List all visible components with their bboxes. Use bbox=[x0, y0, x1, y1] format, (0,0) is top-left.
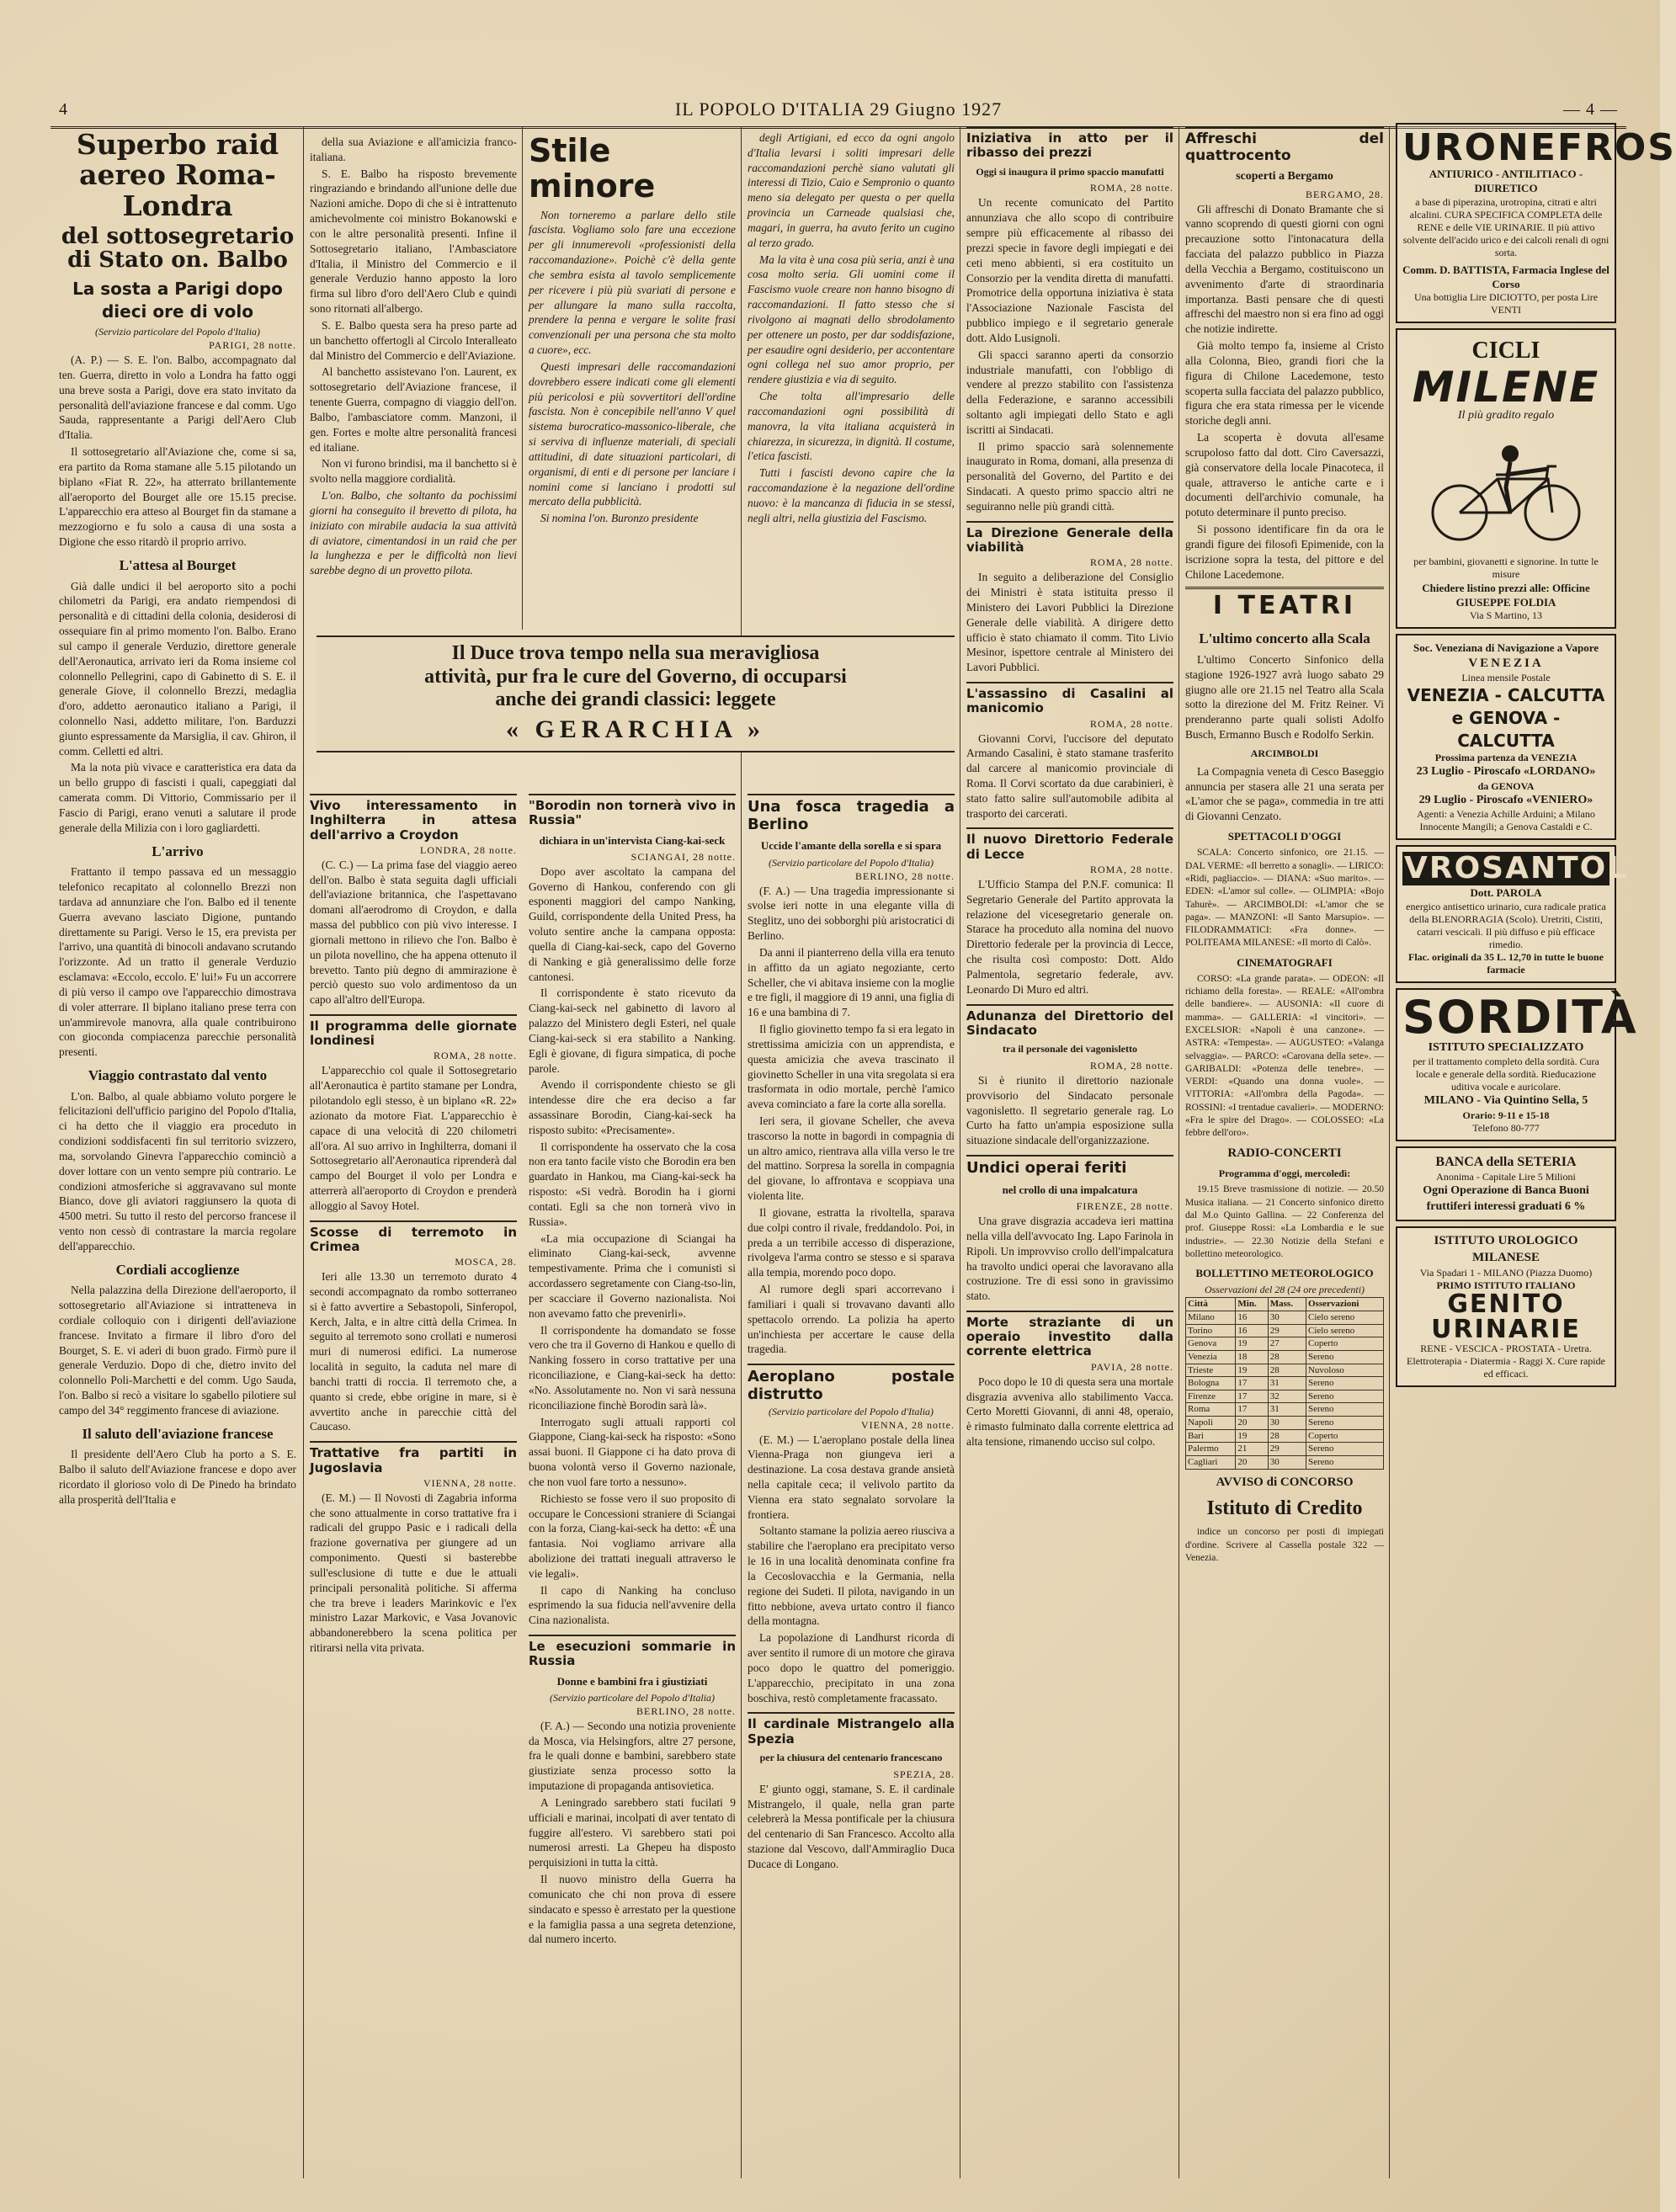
article-subheading: tra il personale dei vagonisletto bbox=[1003, 1043, 1137, 1055]
weather-cell: Bari bbox=[1186, 1429, 1236, 1443]
weather-row bbox=[1186, 1455, 1384, 1469]
weather-cell: Roma bbox=[1186, 1403, 1236, 1417]
cont-paragraph: L'on. Balbo, che soltanto da pochissimi giorni ha conseguito il brevetto di pilota, ha iniziato con mirabile audacia la sua attività di aviatore, cimentandosi in un raid che per la lunghezza e per le difficoltà non lievi sarebbe degno di un provetto pilota. bbox=[310, 489, 517, 577]
ad-tagline: Il più gradito regalo bbox=[1457, 409, 1555, 423]
article-paragraph: (E. M.) — L'aeroplano postale della linea Vienna-Praga non giungeva ieri a destinazione. La cosa destava grande ansietà nella capitale ceca; il velivolo partito da Vienna era stato segnalato sorvolare la frontiera. bbox=[748, 1433, 955, 1521]
ad-text: da GENOVA bbox=[1477, 779, 1535, 792]
column-2-lower bbox=[310, 787, 517, 2187]
article-paragraph: Poco dopo le 10 di questa sera una mortale disgrazia avveniva allo stabilimento Vacca. Certo Moretti Giovanni, di anni 48, operaio, è rimasto fulminato dalla corrente elettrica ad alta tensione, rimanendo ucciso sul colpo. bbox=[966, 1375, 1173, 1448]
article-paragraph: Dopo aver ascoltato la campana del Governo di Hankou, conferendo con gli esponenti maggiori del campo Nanking, Guild, corrispondente della United Press, ha voluto sentire anche la campana opposta: quella di Ciang-kai-seck, capo del Governo di Nanking e già generalissimo delle forze cantonesi. bbox=[529, 864, 736, 983]
weather-cell: Milano bbox=[1186, 1311, 1236, 1325]
weather-cell: 19 bbox=[1236, 1337, 1268, 1351]
article-paragraph: CORSO: «La grande parata». — ODEON: «Il richiamo della foresta». — REALE: «All'ombra delle bandiere». — AUSONIA: «Il cuore di mamma». — GALLERIA: «I vincitori». — EXCELSIOR: «Napoli è una canzone». — ASTRA: «Tempesta». — AUGUSTEO: «Valanga selvaggia». — PARCO: «Carovana della sete». — GARIBALDI: «Potenza delle tenebre». — VERDI: «Quando una donna vuole». — VITTORIA: «All'ombra della Pagoda». — ROSSINI: «I trentadue cavalieri». — MODERNO: «Fra le spire del Drago». — COLOSSEO: «La febbre dell'oro». bbox=[1185, 973, 1384, 1139]
editorial-paragraph: Ma la vita è una cosa più seria, anzi è una cosa molto seria. Gli uomini come il Fascismo vuole creare non hanno bisogno di raccomandazioni. Il fatto stesso che si rivolgono ai magnati dello sbrodolamento per ottenere un posto, per dar soddisfazione, per esaudire ogni desiderio, per accontentare ogni collega nel suo amor proprio, per rendere giustizia e via di seguito. bbox=[748, 253, 955, 386]
weather-row bbox=[1186, 1337, 1384, 1351]
article-paragraph: 19.15 Breve trasmissione di notizie. — 20.50 Musica italiana. — 21 Concerto sinfonico diretto dal M.o Quinto Gallina. — 22 Conferenza del prof. Giuseppe Rossi: «La Lombardia e le sue industrie». — 22.30 Notizie della Stefani e bollettino meteorologico. bbox=[1185, 1184, 1384, 1259]
lead-paragraph: Il sottosegretario all'Aviazione che, come si sa, era partito da Roma stamane alle 5.15 pilotando un biplano «Fiat R. 22», ha atterrato brillantemente all'aeroporto del Bourget alle ore 15.15 precise. L'apparecchio era atteso al Bourget fin da stamane a mezzogiorno e fu solo a causa di una sosta a Digione che esso ritardò il proprio arrivo. bbox=[59, 445, 296, 549]
ad-body: RENE - VESCICA - PROSTATA - Uretra. Elettroterapia - Diatermia - Raggi X. Cure rapide ed efficaci. bbox=[1407, 1343, 1605, 1380]
ad-vrosantol bbox=[1396, 845, 1629, 982]
weather-cell: 28 bbox=[1268, 1350, 1306, 1364]
section-subheading: Programma d'oggi, mercoledì: bbox=[1218, 1167, 1351, 1179]
editorial-right bbox=[748, 130, 955, 627]
lead-section-heading: Cordiali accoglienze bbox=[115, 1261, 240, 1278]
editorial-paragraph: Si nomina l'on. Buronzo presidente bbox=[540, 512, 699, 525]
ad-brand: ISTITUTO UROLOGICO MILANESE bbox=[1434, 1234, 1578, 1265]
section-subheading: Osservazioni del 28 (24 ore precedenti) bbox=[1204, 1284, 1365, 1296]
article-paragraph: Il corrispondente è stato ricevuto da Ciang-kai-seck nel gabinetto di lavoro al palazzo del Ministero degli Esteri, nel quale Ciang-kai-seck si era stabilito a Nanking. Egli è giovane, di figura simpatica, di poche parole. bbox=[529, 986, 736, 1075]
cont-paragraph: S. E. Balbo questa sera ha preso parte ad un banchetto offertogli al Circolo Interalleato dal Ministro del Commercio e dell'Aviazione. bbox=[310, 318, 517, 362]
article-heading: Aeroplano postale distrutto bbox=[748, 1364, 955, 1403]
weather-cell: Coperto bbox=[1306, 1429, 1383, 1443]
ad-hours: Orario: 9-11 e 15-18 bbox=[1462, 1109, 1550, 1121]
lead-section-heading: Il saluto dell'aviazione francese bbox=[82, 1425, 274, 1442]
article-heading: Il programma delle giornate londinesi bbox=[310, 1014, 517, 1049]
weather-row bbox=[1186, 1429, 1384, 1443]
ad-body: energico antisettico urinario, cura radicale pratica della BLENORRAGIA (Scolo). Uretriti, Cistiti, catarri vescicali. Il più diffuso e più efficace rimedio. bbox=[1406, 900, 1606, 950]
article-paragraph: L'Ufficio Stampa del P.N.F. comunica: Il Segretario Generale del Partito approvata la relazione del vicesegretario generale on. Starace ha proceduto alla nomina del nuovo Direttorio federale per la provincia di Lecce, che risulta così composto: Dott. Aldo Palmentola, segretario federale, avv. Leonardo Di Muro ed altri. bbox=[966, 877, 1173, 996]
article-subheading: Uccide l'amante della sorella e si spara bbox=[760, 839, 942, 853]
page-number-right: — 4 — bbox=[1563, 99, 1618, 119]
article-subheading: scoperti a Bergamo bbox=[1236, 170, 1333, 183]
article-heading: Le esecuzioni sommarie in Russia bbox=[529, 1635, 736, 1669]
weather-cell: Torino bbox=[1186, 1324, 1236, 1337]
banner-line: anche dei grandi classici: leggete bbox=[495, 689, 776, 711]
gerarchia-banner bbox=[317, 635, 955, 752]
ad-sordita bbox=[1396, 988, 1638, 1141]
ad-address: Via Spadari 1 - MILANO (Piazza Duomo) bbox=[1419, 1267, 1593, 1279]
weather-row bbox=[1186, 1377, 1384, 1390]
article-subheading: per la chiusura del centenario francescano bbox=[759, 1751, 943, 1763]
ad-seteria bbox=[1396, 1146, 1616, 1221]
weather-col-header: Min. bbox=[1236, 1298, 1268, 1311]
weather-cell: 28 bbox=[1268, 1364, 1306, 1377]
ad-brand: BANCA della SETERIA bbox=[1435, 1154, 1577, 1169]
weather-row bbox=[1186, 1390, 1384, 1403]
article-paragraph: La Compagnia veneta di Cesco Baseggio annuncia per stasera alle 21 una serata per «L'amor che se paga», commedia in tre atti di Giovanni Cenzato. bbox=[1185, 764, 1384, 823]
column-rule bbox=[1389, 126, 1390, 2178]
article-paragraph: indice un concorso per posti di impiegati d'ordine. Scrivere al Cassella postale 322 — Venezia. bbox=[1185, 1527, 1384, 1563]
weather-cell: 28 bbox=[1268, 1429, 1306, 1443]
weather-cell: 30 bbox=[1268, 1417, 1306, 1430]
weather-cell: Sereno bbox=[1306, 1377, 1383, 1390]
article-paragraph: Il giovane, estratta la rivoltella, sparava due colpi contro il rivale, freddandolo. Poi, in preda a un terribile accesso di disperazione, rivolgeva l'arma contro se stesso e si sparava alla tempia, morendo poco dopo. bbox=[748, 1205, 955, 1279]
article-paragraph: (C. C.) — La prima fase del viaggio aereo dell'on. Balbo è stata seguita dagli ufficiali dell'aviazione britannica, che l'aspettavano domani all'aerodromo di Croydon, e dalla massa del pubblico con più vivo interesse. I giornali mettono in rilievo che l'on. Balbo è un pilota novellino, che ha appena ottenuto il brevetto. Tanto più degno di ammirazione è perciò questo suo volo ardimentoso da un capo all'altro dell'Europa. bbox=[310, 858, 517, 1007]
article-paragraph: L'apparecchio col quale il Sottosegretario all'Aeronautica è partito stamane per Londra, pilotandolo egli stesso, è un biplano «R. 22» azionato da motore Fiat. L'apparecchio è capace di una velocità di 220 chilometri all'ora. Al suo arrivo in Inghilterra, domani il Sottosegretario all'Aeronautica riprenderà dal campo del Bourget il volo per Londra e atterrerà all'aeroporto di Croydon e prenderà alloggio al Savoy Hotel. bbox=[310, 1064, 517, 1212]
article-heading: Il nuovo Direttorio Federale di Lecce bbox=[966, 827, 1173, 862]
article-paragraph: Ieri alle 13.30 un terremoto durato 4 secondi accompagnato da rombo sotterraneo si è fatto avvertire a Sebastopoli, Sinferopol, Kerch, Jalta, e in altre città della Crimea. In seguito al terremoto sono crollati e numerosi muri di numerosi edifici. La numerose località in seguito, la caduta nel mare di banchi tratti di roccia. Il terremoto che, a quanto si crede, ebbe origine in mare, si è avvertito anche in parecchie città del Caucaso. bbox=[310, 1270, 517, 1433]
article-subheading: Oggi si inaugura il primo spaccio manufatti bbox=[976, 165, 1164, 178]
article-heading: Morte straziante di un operaio investito dalla corrente elettrica bbox=[966, 1311, 1173, 1359]
lead-continuation-top bbox=[310, 135, 517, 640]
article-paragraph: Si possono identificare fin da ora le grandi figure dei filosofi Epimenide, con la iscrizione sopra la testa, del pittore e del Chilone Lacedemone. bbox=[1185, 523, 1384, 581]
banner-line: Il Duce trova tempo nella sua meravigliosa bbox=[451, 642, 820, 664]
article-dateline: SCIANGAI, 28 notte. bbox=[630, 850, 736, 863]
article-paragraph: Interrogato sugli attuali rapporti col Giappone, Ciang-kai-seck ha risposto: «Sono assai buoni. Il Giappone ci ha dato prova di buona volontà verso il Governo nazionale, che non vuol fare torto a nessuno». bbox=[529, 1415, 736, 1488]
article-paragraph: Un recente comunicato del Partito annunziava che allo scopo di contribuire sempre più efficacemente al ribasso dei prezzi specie in favore degli impiegati e dei ceti meno abbienti, si era costituito un Consorzio per la vendita diretta di manufatti. Promotrice della opportuna iniziativa è stata l'Associazione Nazionale Fascista del pubblico impiego e il segretario generale dott. Aldo Lusignoli. bbox=[966, 196, 1173, 344]
article-dateline: BERLINO, 28 notte. bbox=[636, 1704, 736, 1717]
weather-cell: Sereno bbox=[1306, 1417, 1383, 1430]
weather-cell: 20 bbox=[1236, 1417, 1268, 1430]
ad-subtitle: ISTITUTO SPECIALIZZATO bbox=[1428, 1040, 1584, 1054]
weather-cell: 16 bbox=[1236, 1324, 1268, 1337]
lead-paragraph: L'on. Balbo, al quale abbiamo voluto porgere le felicitazioni dell'ufficio parigino del Popolo d'Italia, ci ha detto che il viaggio era proceduto in condizioni soddisfacenti fin sul territorio svizzero, ma, sorvolando Ginevra l'apparecchio cominciò a dover lottare con un vento sempre più contrario. Le condizioni atmosferiche si aggravavano sul monte Bianco, dove gli aviatori raggiunsero la quota di 4500 metri. Su tutto il resto del percorso francese il vento non cessò di contrastare la marcia regolare dell'apparecchio. bbox=[59, 1089, 296, 1252]
section-subheading: ARCIMBOLDI bbox=[1250, 747, 1319, 759]
article-subheading: nel crollo di una impalcatura bbox=[1002, 1183, 1138, 1196]
editorial-left bbox=[529, 130, 736, 627]
weather-cell: Cielo sereno bbox=[1306, 1311, 1383, 1325]
ad-subtitle: PRIMO ISTITUTO ITALIANO bbox=[1436, 1279, 1576, 1292]
ad-milene bbox=[1396, 328, 1616, 629]
editorial-paragraph: Che tolta all'impresario delle raccomandazioni ogni possibilità di manovra, la vita italiana acquisterà in chiarezza, in sicurezza, in dignità. Il costume, l'etica fascisti. bbox=[748, 390, 955, 463]
weather-cell: Bologna bbox=[1186, 1377, 1236, 1390]
weather-cell: 21 bbox=[1236, 1443, 1268, 1456]
article-paragraph: Al rumore degli spari accorrevano i familiari i quali si trovavano davanti allo spettacolo orrendo. La polizia ha aperto un'inchiesta per accertare le cause della tragedia. bbox=[748, 1283, 955, 1356]
weather-cell: Sereno bbox=[1306, 1443, 1383, 1456]
weather-cell: 30 bbox=[1268, 1455, 1306, 1469]
weather-col-header: Osservazioni bbox=[1306, 1298, 1383, 1311]
article-dateline: VIENNA, 28 notte. bbox=[861, 1418, 955, 1431]
article-paragraph: Il nuovo ministro della Guerra ha comunicato che chi non prova di essere sindacato e spesso è arrestato per la questione e la famiglia passa a una segreta detenzione, dal numero incerto. bbox=[529, 1873, 736, 1946]
ad-headline: GENITO URINARIE bbox=[1431, 1289, 1581, 1345]
weather-cell: Sereno bbox=[1306, 1390, 1383, 1403]
ad-maker: Chiedere listino prezzi alle: Officine GIUSEPPE FOLDIA bbox=[1422, 581, 1590, 609]
cont-paragraph: della sua Aviazione e all'amicizia franco-italiana. bbox=[310, 136, 517, 163]
article-heading: Scosse di terremoto in Crimea bbox=[310, 1220, 517, 1255]
ad-brand: SORDITÀ bbox=[1402, 990, 1638, 1044]
weather-table bbox=[1185, 1297, 1384, 1469]
ad-departure: 29 Luglio - Piroscafo «VENIERO» bbox=[1418, 793, 1594, 806]
lead-paragraph: Ma la nota più vivace e caratteristica era data da un bello gruppo di fascisti i quali, capeggiati dal camerata comm. Di Vittorio, Commissario per il Fascio di Parigi, erano venuti a salutare il prode generale della Milizia con i loro gagliardetti. bbox=[59, 761, 296, 834]
article-paragraph: (E. M.) — Il Novosti di Zagabria informa che sono attualmente in corso trattative fra i radicali del gruppo Pasic e i radicali della frazione governativa per giungere ad un componimento. Questi si basterebbe sull'esclusione di tutte e due le attuali principali personalità politiche. Si afferma che tra breve i leaders Marinkovic e l'ex ministro Lazar Markovic, e Vasa Jovanovic abbandonerebbero la scena politica per ritirarsi nella vita privata. bbox=[310, 1491, 517, 1655]
weather-cell: 29 bbox=[1268, 1324, 1306, 1337]
bicycle-illustration bbox=[1422, 428, 1590, 546]
article-dateline: ROMA, 28 notte. bbox=[434, 1050, 517, 1062]
ad-price: Una bottiglia Lire DICIOTTO, per posta Lire VENTI bbox=[1413, 291, 1599, 316]
weather-cell: 29 bbox=[1268, 1443, 1306, 1456]
article-dateline: ROMA, 28 notte. bbox=[1090, 863, 1173, 875]
ad-body: per bambini, giovanetti e signorine. In tutte le misure bbox=[1413, 555, 1599, 580]
weather-cell: Trieste bbox=[1186, 1364, 1236, 1377]
weather-cell: 19 bbox=[1236, 1364, 1268, 1377]
article-paragraph: Gli spacci saranno aperti da consorzio industriale manufatti, con l'obbligo di vendere al prezzo stabilito con l'assistenza della Federazione, e saranno accessibili soltanto agli impiegati dello Stato e agli iscritti ai Sindacati. bbox=[966, 348, 1173, 436]
article-heading: Adunanza del Direttorio del Sindacato bbox=[966, 1004, 1173, 1039]
article-subheading: dichiara in un'intervista Ciang-kai-seck bbox=[539, 833, 726, 847]
weather-cell: 27 bbox=[1268, 1337, 1306, 1351]
column-5 bbox=[966, 126, 1173, 2187]
article-paragraph: Già molto tempo fa, insieme al Cristo alla Colonna, Bieo, grandi fiori che la figura di Chilone Lacedemone, testo scoperta sulla facciata del palazzo pubblico, figura che era stata rimessa per le vicende storiche degli anni. bbox=[1185, 339, 1384, 428]
article-dateline: BERLINO, 28 notte. bbox=[855, 869, 955, 882]
weather-cell: 18 bbox=[1236, 1350, 1268, 1364]
article-heading: La Direzione Generale della viabilità bbox=[966, 521, 1173, 556]
weather-cell: 31 bbox=[1268, 1377, 1306, 1390]
ad-address: MILANO - Via Quintino Sella, 5 bbox=[1423, 1094, 1588, 1108]
editorial-paragraph: degli Artigiani, ed ecco da ogni angolo d'Italia levarsi i soliti impresari delle raccomandazioni perchè siano valutati gli interessi di Tizio, Caio e Sempronio o quanto meno sia delegato per questa o per quella provincia un Carneade qualsiasi che, magari, in guerra, ha avuto ferito un cugino al terzo grado. bbox=[748, 131, 955, 249]
section-subheading: CINEMATOGRAFI bbox=[1237, 955, 1333, 969]
ad-lab: Comm. D. BATTISTA, Farmacia Inglese del Corso bbox=[1402, 263, 1609, 290]
article-heading: Undici operai feriti bbox=[966, 1155, 1173, 1178]
article-dateline: LONDRA, 28 notte. bbox=[420, 843, 517, 856]
section-subheading: BOLLETTINO METEOROLOGICO bbox=[1195, 1267, 1374, 1280]
ad-heading: Soc. Veneziana di Navigazione a Vapore bbox=[1413, 641, 1599, 655]
ad-line: Linea mensile Postale bbox=[1461, 672, 1551, 684]
article-paragraph: A Leningrado sarebbero stati fucilati 9 ufficiali e marinai, incolpati di aver tentato di fuggire all'estero. Vi sarebbero stati poi numerosi arresti. La Ghepeu ha disposto perquisizioni in tutta la città. bbox=[529, 1795, 736, 1869]
article-paragraph: Da anni il pianterreno della villa era tenuto in affitto da un agiato negoziante, certo Scheller, che vi abitava insieme con la moglie e tre figli, il maggiore di 19 anni, una figlia di 16 e una bambina di 7. bbox=[748, 945, 955, 1019]
article-paragraph: Si è riunito il direttorio nazionale provvisorio del Sindacato personale vagonisletto. Il segretario generale rag. Lo Curto ha fatto un'ampia esposizione sulla situazione sindacale dell'organizzazione. bbox=[966, 1073, 1173, 1147]
lead-article bbox=[59, 126, 296, 2187]
article-dateline: PAVIA, 28 notte. bbox=[1090, 1360, 1173, 1373]
ad-route: VENEZIA - CALCUTTA e GENOVA - CALCUTTA bbox=[1407, 685, 1605, 751]
ad-subtitle: ANTIURICO - ANTILITIACO - DIURETICO bbox=[1429, 167, 1583, 195]
lead-section-heading: Viaggio contrastato dal vento bbox=[88, 1067, 268, 1083]
lead-subtitle: La sosta a Parigi dopo dieci ore di volo bbox=[72, 279, 283, 322]
ad-text: Prossima partenza da VENEZIA bbox=[1434, 752, 1578, 764]
weather-cell: Nuvoloso bbox=[1306, 1364, 1383, 1377]
ad-body: a base di piperazina, urotropina, citrati e altri alcalini. CURA SPECIFICA COMPLETA delle RENE e delle VIE URINARIE. Il più attivo solvente dell'acido urico e dei calcoli renali di ogni sorta. bbox=[1402, 195, 1609, 258]
lead-paragraph: Già dalle undici il bel aeroporto sito a pochi chilometri da Parigi, era andato riempendosi di personalità e di cittadini della colonia, desiderosi di ossequiare fin al primo momento l'on. Balbo. Erano sul campo il generale Verduzio, direttore generale dell'Aeronautica, arrivato ieri da Roma insieme col colonnello Pellegrini, capo di Gabinetto di S. E. il generale Giove, il colonnello Brezzi, medaglia d'oro, addetto aeronautico italiano a Parigi, il colonnello Nasi, addetto militare, l'on. Barduzzi giunto espressamente da Marsiglia, il cav. Ghiron, il comm. Celletti ed altri. bbox=[59, 579, 296, 758]
article-dateline: ROMA, 28 notte. bbox=[1090, 1060, 1173, 1071]
article-heading: Vivo interessamento in Inghilterra in attesa dell'arrivo a Croydon bbox=[310, 794, 517, 843]
ad-maker: Dott. PAROLA bbox=[1470, 886, 1542, 900]
section-subheading: SPETTACOLI D'OGGI bbox=[1227, 830, 1342, 843]
article-paragraph: Giovanni Corvi, l'uccisore del deputato Armando Casalini, è stato stamane trasferito dal carcere al manicomio provinciale di Roma. Il Corvi scortato da due carabinieri, è stato fatto salire sull'automobile adibita al trasporto dei carcerati. bbox=[966, 731, 1173, 820]
ad-uronefros bbox=[1396, 123, 1676, 323]
lead-section-heading: L'arrivo bbox=[152, 843, 204, 859]
ad-city: VENEZIA bbox=[1468, 656, 1544, 670]
notice-title: Istituto di Credito bbox=[1206, 1497, 1363, 1520]
article-heading: Affreschi del quattrocento bbox=[1185, 126, 1384, 164]
cont-paragraph: Al banchetto assistevano l'on. Laurent, ex sottosegretario dell'Aviazione francese, il tenente Guerra, compagno di viaggio dell'on. Balbo, l'ambasciatore comm. Manzoni, il gen. Fortes e molte altre personalità francesi ed italiane. bbox=[310, 365, 517, 454]
article-dateline: ROMA, 28 notte. bbox=[1090, 556, 1173, 569]
weather-cell: Cielo sereno bbox=[1306, 1324, 1383, 1337]
ad-brand: URONEFROS bbox=[1402, 126, 1676, 169]
ad-phone: Telefono 80-777 bbox=[1472, 1121, 1540, 1134]
article-subheading: Donne e bambini fra i giustiziati bbox=[556, 1674, 708, 1688]
weather-cell: 19 bbox=[1236, 1429, 1268, 1443]
article-paragraph: (F. A.) — Secondo una notizia proveniente da Mosca, via Helsingfors, altre 27 persone, fra le quali donne e bambini, sarebbero state giustiziate senza processo sotto la imputazione di propaganda antisovietica. bbox=[529, 1719, 736, 1793]
lead-section-heading: L'attesa al Bourget bbox=[119, 556, 237, 573]
article-paragraph: (F. A.) — Una tragedia impressionante si svolse ieri notte in una elegante villa di Steglitz, uno dei sobborghi più aristocratici di Berlino. bbox=[748, 884, 955, 943]
theatre-section-title: I TEATRI bbox=[1185, 587, 1384, 623]
article-dateline: MOSCA, 28. bbox=[455, 1256, 517, 1268]
section-subheading: RADIO-CONCERTI bbox=[1227, 1146, 1342, 1160]
weather-cell: Venezia bbox=[1186, 1350, 1236, 1364]
article-heading: Una fosca tragedia a Berlino bbox=[748, 794, 955, 833]
ad-subtitle: Anonima - Capitale Lire 5 Milioni bbox=[1436, 1171, 1576, 1183]
weather-row bbox=[1186, 1443, 1384, 1456]
ad-urologico bbox=[1396, 1226, 1616, 1387]
weather-cell: Firenze bbox=[1186, 1390, 1236, 1403]
article-heading: L'assassino di Casalini al manicomio bbox=[966, 682, 1173, 716]
weather-row bbox=[1186, 1417, 1384, 1430]
ad-departure: 23 Luglio - Piroscafo «LORDANO» bbox=[1416, 765, 1596, 779]
weather-cell: 17 bbox=[1236, 1390, 1268, 1403]
weather-cell: 30 bbox=[1268, 1311, 1306, 1325]
masthead-title: IL POPOLO D'ITALIA 29 Giugno 1927 bbox=[674, 98, 1003, 120]
article-dateline: ROMA, 28 notte. bbox=[1090, 717, 1173, 730]
column-rule bbox=[522, 126, 523, 630]
article-paragraph: La popolazione di Landhurst ricorda di aver sentito il rumore di un motore che girava poco dopo le quattro del pomeriggio. L'apparecchio, precipitato in una zona boschiva, restò completamente fracassato. bbox=[748, 1631, 955, 1704]
ad-address: Via S Martino, 13 bbox=[1470, 609, 1542, 622]
article-dateline: SPEZIA, 28. bbox=[893, 1768, 955, 1780]
banner-gerarchia: « GERARCHIA » bbox=[505, 715, 766, 743]
lead-title-2: del sottosegretario di Stato on. Balbo bbox=[61, 223, 295, 274]
cont-paragraph: S. E. Balbo ha risposto brevemente ringraziando e brindando all'unione delle due Nazioni amiche. Dopo di che si è intrattenuto amichevolmente coi ministro Bokanowski e con le altre personalità presenti. Infine il Sottosegretario italiano, l'Ambasciatore d'Italia, il Ministro del Commercio e il generale Verduzio hanno apposto la loro firma sul libro d'oro dell'Aero Club e quindi sono ritornati all'albergo. bbox=[310, 167, 517, 316]
article-credit: (Servizio particolare del Popolo d'Italia) bbox=[768, 856, 934, 869]
article-heading: Trattative fra partiti in Jugoslavia bbox=[310, 1441, 517, 1476]
weather-row bbox=[1186, 1324, 1384, 1337]
article-paragraph: L'ultimo Concerto Sinfonico della stagione 1926-1927 avrà luogo sabato 29 giugno alle ore 21.15 nel Teatro alla Scala sotto la direzione del M. Fritz Reiner. Vi prenderanno parte quali solisti Adolfo Busch, Ermanno Busch e Rodolfo Serkin. bbox=[1185, 652, 1384, 741]
weather-cell: 31 bbox=[1268, 1403, 1306, 1417]
masthead bbox=[51, 93, 1626, 129]
weather-row bbox=[1186, 1311, 1384, 1325]
article-paragraph: Il corrispondente ha osservato che la cosa non era tanto facile visto che Borodin era ben guardato in Hankou, ma Ciang-kai-seck ha risposto: «Si vedrà. Borodin ha i giorni contati. Egli sa che non tornerà vivo in Russia». bbox=[529, 1140, 736, 1228]
editorial-paragraph: Non torneremo a parlare dello stile fascista. Vogliamo solo fare una eccezione per gli innumerevoli «professionisti della raccomandazione». Poichè c'è della gente che sembra esista al tavolo semplicemente per ricevere i più più svariati di persone e per allungare la mano sulla raccolta, prendere la penna e vergare le solite frasi convenzionali per una persona che sta molto a cuore», ecc. bbox=[529, 208, 736, 357]
page-number-left: 4 bbox=[59, 99, 68, 119]
ad-brand: VROSANTOL bbox=[1404, 851, 1629, 886]
editorial-paragraph: Questi impresari delle raccomandazioni dovrebbero essere indicati come gli elementi più pericolosi e più sovvertitori dell'ordine fascista. Non è concepibile nell'anno V quel sistema burocratico-massonico-liberale, che si serviva di influenze materiali, di speciali attitudini, di date situazioni particolari, di organismi, di enti e di persone per lanciare i nomini come si lanciano i prodotti sul mercato della pubblicità. bbox=[529, 359, 736, 508]
ad-agents: Agenti: a Venezia Achille Arduini; a Milano Innocente Mangili; a Genova Castaldi e C. bbox=[1417, 808, 1595, 833]
ad-body: Ogni Operazione di Banca Buoni fruttiferi interessi graduati 6 % bbox=[1423, 1184, 1589, 1213]
berlin-article bbox=[748, 787, 955, 2187]
ad-body: per il trattamento completo della sordità. Cura locale e generale della sordità. Rieducazione uditiva vocale e auricolare. bbox=[1413, 1055, 1599, 1093]
ad-brand-top: CICLI bbox=[1471, 338, 1540, 364]
article-paragraph: Ieri sera, il giovane Scheller, che aveva trascorso la notte in bagordi in compagnia di un altro amico, rientrava alla villa verso le tre del mattino. Sorpresa la sorella in compagnia del giovane, lo affrontava e scoppiava una violenta lite. bbox=[748, 1114, 955, 1203]
lead-dateline: PARIGI, 28 notte. bbox=[209, 339, 296, 352]
article-paragraph: E' giunto oggi, stamane, S. E. il cardinale Mistrangelo, il quale, nella gran parte celebrerà la Messa pontificale per la chiusura del centenario di San Francesco. Accolto alla stazione dal Vescovo, dall'Ammiraglio Duca Ducace di Longano. bbox=[748, 1782, 955, 1870]
weather-cell: Napoli bbox=[1186, 1417, 1236, 1430]
article-paragraph: Avendo il corrispondente chiesto se gli intendesse dire che era deciso a far assassinare Borodin, Ciang-kai-seck ha risposto subito: «Precisamente». bbox=[529, 1078, 736, 1136]
column-rule bbox=[303, 126, 304, 2178]
ad-veneziana bbox=[1396, 634, 1616, 840]
cont-paragraph: Non vi furono brindisi, ma il banchetto si è svolto nella maggiore cordialità. bbox=[310, 457, 517, 486]
article-paragraph: Il corrispondente ha domandato se fosse vero che tra il Governo di Hankou e quello di Nanking fossero in corso trattative per una riconciliazione, e Ciang-kai-seck ha detto: «No. Assolutamente no. Non vi sarà nessuna riconciliazione finchè Borodin sarà là». bbox=[529, 1323, 736, 1412]
lead-paragraph: Frattanto il tempo passava ed un messaggio telefonico recapitato al colonnello Brezzi non tardava ad annunziare che l'on. Balbo ed il tenente Guerra avevano lasciato Digione, puntando direttamente su Parigi. Verso le 15, era prevista per l'arrivo, una quantità di binocoli andavano scrutando l'orizzonte. Ad un tratto il generale Verduzio esclamava: «Eccolo, eccolo. E' lui!» Fu un accorrere di più verso il campo ove l'apparecchio dimostrava di voler atterrare. Il biplano italiano prese terra con un'ammirevole manovra, alla quale contribuirono con gioconda compiacenza parecchie personalità presenti. bbox=[59, 865, 296, 1059]
article-paragraph: Richiesto se fosse vero il suo proposito di occupare le Concessioni straniere di Sciangai con la forza, Ciang-kai-seck ha detto: «È una fantasia. Noi vogliamo arrivare alla abolizione dei trattati ineguali attraverso le vie legali». bbox=[529, 1492, 736, 1580]
lead-title: Superbo raid aereo Roma-Londra bbox=[76, 128, 279, 222]
weather-col-header: Mass. bbox=[1268, 1298, 1306, 1311]
weather-row bbox=[1186, 1350, 1384, 1364]
ad-price: Flac. originali da 35 L. 12,70 in tutte le buone farmacie bbox=[1407, 950, 1604, 976]
weather-cell: Palermo bbox=[1186, 1443, 1236, 1456]
borodin-article bbox=[529, 787, 736, 2187]
weather-cell: Sereno bbox=[1306, 1403, 1383, 1417]
editorial-paragraph: Tutti i fascisti devono capire che la raccomandazione è la negazione dell'ordine nuovo: è la mancanza di fiducia in se stessi, negli altri, nella giustizia del Fascismo. bbox=[748, 466, 955, 524]
lead-paragraph: (A. P.) — S. E. l'on. Balbo, accompagnato dal ten. Guerra, diretto in volo a Londra ha fatto oggi una breve sosta a Parigi, dove era stato invitato da personalità dell'aviazione francese e dal comm. Ugo Sauda, rappresentante a Parigi dell'Aero Club d'Italia. bbox=[59, 354, 296, 442]
weather-cell: 17 bbox=[1236, 1377, 1268, 1390]
article-paragraph: Soltanto stamane la polizia aereo riusciva a stabilire che l'aeroplano era precipitato verso le 16 in una località denominata confine fra la Cecoslovacchia e la Germania, nella regione dei Sudeti. Il pilota, navigando in un fitto nebbione, aveva urtato contro il fianco della montagna. bbox=[748, 1524, 955, 1628]
column-6 bbox=[1185, 126, 1384, 2187]
ad-brand: MILENE bbox=[1412, 363, 1600, 412]
lead-credit: (Servizio particolare del Popolo d'Italia) bbox=[94, 326, 261, 338]
weather-cell: Genova bbox=[1186, 1337, 1236, 1351]
article-paragraph: Il primo spaccio sarà solennemente inaugurato in Roma, domani, alla presenza di personalità del Governo, del Partito e dei Sindacati. A questo primo spaccio altri ne seguiranno nelle più grandi città. bbox=[966, 439, 1173, 513]
weather-cell: Sereno bbox=[1306, 1350, 1383, 1364]
article-heading: Il cardinale Mistrangelo alla Spezia bbox=[748, 1712, 955, 1747]
column-rule bbox=[741, 126, 742, 2178]
weather-cell: Sereno bbox=[1306, 1455, 1383, 1469]
weather-cell: Cagliari bbox=[1186, 1455, 1236, 1469]
weather-cell: 16 bbox=[1236, 1311, 1268, 1325]
article-paragraph: La scoperta è dovuta all'esame scrupoloso fatto dal dott. Ciro Caversazzi, già conservatore della locale Pinacoteca, il quale, attraverso le antiche carte e i documenti dell'archivio comunale, ha potuto determinare il punto preciso. bbox=[1185, 431, 1384, 519]
editorial-title: Stile minore bbox=[529, 132, 656, 205]
weather-cell: 32 bbox=[1268, 1390, 1306, 1403]
weather-cell: 17 bbox=[1236, 1403, 1268, 1417]
article-paragraph: In seguito a deliberazione del Consiglio dei Ministri è stata istituita presso il Ministero dei Lavori Pubblici la Direzione Generale delle viabilità. A dirigere detto ufficio è stato chiamato il comm. Tito Livio Mesinor, ispettore centrale al Ministero dei Lavori Pubblici. bbox=[966, 571, 1173, 674]
article-heading: "Borodin non tornerà vivo in Russia" bbox=[529, 794, 736, 828]
article-heading: Iniziativa in atto per il ribasso dei prezzi bbox=[966, 126, 1173, 161]
article-paragraph: «La mia occupazione di Sciangai ha eliminato Ciang-kai-seck, avvenne tempestivamente. Prima che i comunisti si accordassero segretamente con Ciang-tso-lin, per scacciare il Governo nazionalista. Noi non avevamo fatto che prevenirli». bbox=[529, 1231, 736, 1320]
weather-cell: Coperto bbox=[1306, 1337, 1383, 1351]
article-dateline: VIENNA, 28 notte. bbox=[423, 1476, 517, 1489]
ads-column bbox=[1396, 118, 1676, 2187]
weather-col-header: Città bbox=[1186, 1298, 1236, 1311]
article-paragraph: Il capo di Nanking ha concluso esprimendo la sua fiducia nell'avvenire della Cina nazionalista. bbox=[529, 1583, 736, 1627]
banner-line: attività, pur fra le cure del Governo, di occuparsi bbox=[424, 665, 847, 688]
article-paragraph: Una grave disgrazia accadeva ieri mattina nella villa dell'avvocato Ing. Lapo Farinola in Ripoli. Un improvviso crollo dell'impalcatura ha travolto undici operai che lavoravano alla costruzione. Tre di essi sono in gravissimo stato. bbox=[966, 1215, 1173, 1303]
article-dateline: FIRENZE, 28 notte. bbox=[1076, 1200, 1173, 1213]
lead-paragraph: Nella palazzina della Direzione dell'aeroporto, il sottosegretario all'Aviazione si intratteneva in cordiale colloquio con i dirigenti dell'aviazione francese. Invitato a firmare il libro d'oro del Bourget, S. E. vi aderì di buon grado. Firmò pure il generale Verduzio. Dopo di che, dietro invito del colonnello Poli-Marchetti e del comm. Ugo Sauda, l'on. Balbo si recò a visitare lo sgabello pilotiere sul campo del 34° reggimento francese di aviazione. bbox=[59, 1284, 296, 1417]
article-credit: (Servizio particolare del Popolo d'Italia) bbox=[549, 1691, 716, 1704]
weather-row bbox=[1186, 1364, 1384, 1377]
article-paragraph: Il figlio giovinetto tempo fa si era legato in strettissima amicizia con un apprendista, e questa amicizia che aveva trascinato il giovinetto Scheller in una vita sregolata si era trasformata in odio mortale, perchè l'amico aveva cominciato a fare la corte alla sorella. bbox=[748, 1023, 955, 1111]
article-paragraph: SCALA: Concerto sinfonico, ore 21.15. — DAL VERME: «Il berretto a sonagli». — LIRICO: «Ridi, pagliaccio». — DIANA: «Suo marito». — EDEN: «L'amor sul colle». — OLIMPIA: «Bojo Tahurè». — ARCIMBOLDI: «L'amor che se paga». — MANZONI: «Il Santo Marsupio». — FILODRAMMATICI: «Fra donne». — POLITEAMA MILANESE: «Il morto di Calò». bbox=[1185, 848, 1384, 949]
weather-row bbox=[1186, 1403, 1384, 1417]
lead-paragraph: Il presidente dell'Aero Club ha porto a S. E. Balbo il saluto dell'Aviazione francese e dopo aver ricordato il glorioso volo di De Pinedo ha brindato alla prosperità dell'Italia e bbox=[59, 1448, 296, 1506]
article-paragraph: Gli affreschi di Donato Bramante che si vanno scoprendo di questi giorni con ogni precauzione sotto l'intonacatura della facciata del palazzo pubblico in Piazza della Vecchia a Bergamo, costituiscono un avvenimento d'arte di straordinaria importanza. Basti pensare che di questi affreschi del maestro non si era fino ad oggi che notizie indirette. bbox=[1185, 202, 1384, 336]
article-dateline: BERGAMO, 28. bbox=[1305, 188, 1384, 200]
section-subheading: AVVISO di CONCORSO bbox=[1216, 1475, 1354, 1489]
article-dateline: ROMA, 28 notte. bbox=[1090, 182, 1173, 194]
article-credit: (Servizio particolare del Popolo d'Italia) bbox=[768, 1405, 934, 1417]
weather-cell: 20 bbox=[1236, 1455, 1268, 1469]
section-heading: L'ultimo concerto alla Scala bbox=[1199, 630, 1370, 647]
